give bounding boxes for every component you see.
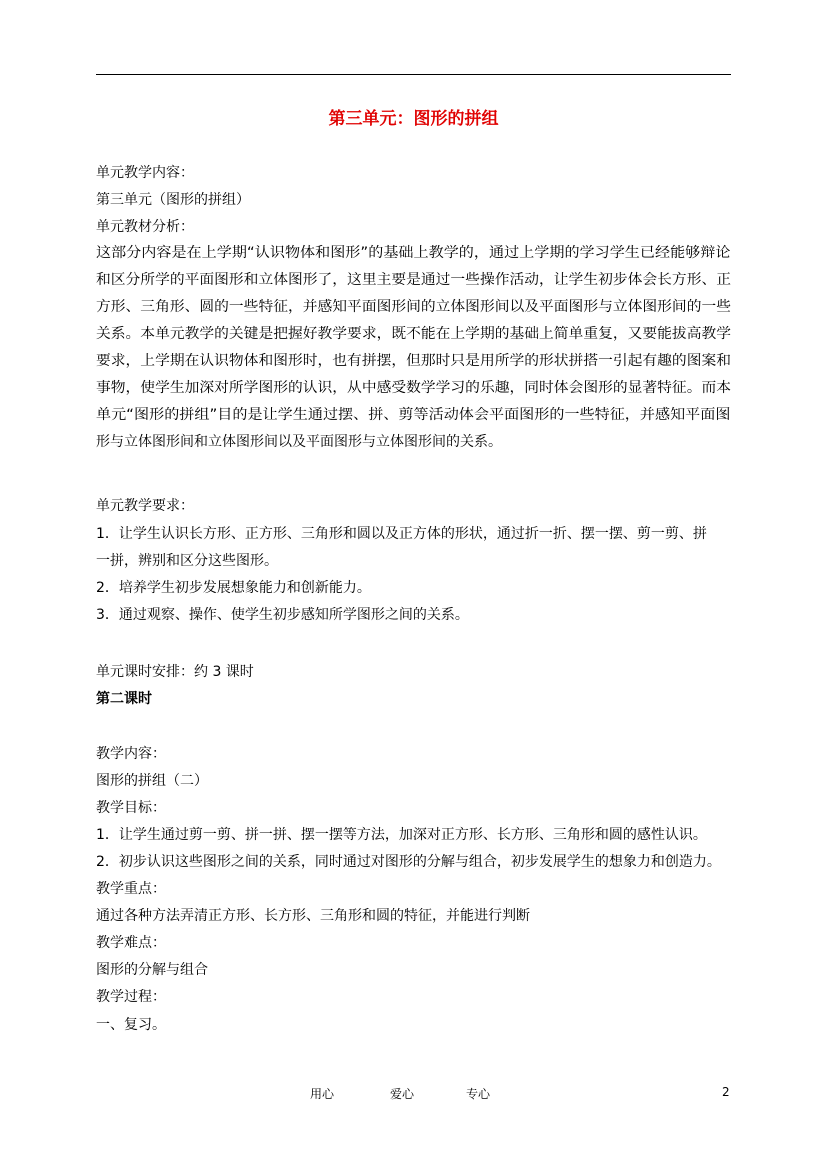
section-heading: 单元教学内容： (96, 165, 194, 181)
lesson-heading: 第二课时 (96, 691, 152, 707)
paragraph-line: 关系。本单元教学的关键是把握好教学要求，既不能在上学期的基础上简单重复，又要能拔高教学 (96, 326, 731, 342)
list-item-continuation: 一拼，辨别和区分这些图形。 (96, 553, 278, 569)
footer-motto: 用心 (310, 1087, 335, 1101)
section-heading: 教学重点： (96, 881, 166, 897)
paragraph-line: 事物，使学生加深对所学图形的认识，从中感受数学学习的乐趣，同时体会图形的显著特征。而本 (96, 380, 731, 396)
paragraph-line: 和区分所学的平面图形和立体图形了，这里主要是通过一些操作活动，让学生初步体会长方形、正 (96, 272, 731, 288)
page-number: 2 (722, 1085, 730, 1099)
footer-motto: 专心 (466, 1087, 491, 1101)
section-heading: 教学目标： (96, 800, 166, 816)
section-heading: 单元教学要求： (96, 498, 194, 514)
header-rule (96, 74, 731, 75)
paragraph-line: 形与立体图形间和立体图形间以及平面图形与立体图形间的关系。 (96, 434, 502, 450)
text-line: 通过各种方法弄清正方形、长方形、三角形和圆的特征，并能进行判断 (96, 908, 530, 924)
paragraph-line: 要求，上学期在认识物体和图形时，也有拼摆，但那时只是用所学的形状拼搭一引起有趣的图案和 (96, 353, 731, 369)
text-line: 一、复习。 (96, 1017, 166, 1033)
text-line: 图形的分解与组合 (96, 962, 208, 978)
page-footer (0, 1085, 827, 1105)
paragraph-line: 这部分内容是在上学期“认识物体和图形”的基础上教学的，通过上学期的学习学生已经能够辩论 (96, 245, 731, 261)
section-heading: 单元教材分析： (96, 219, 194, 235)
footer-motto: 爱心 (390, 1087, 415, 1101)
text-line: 图形的拼组（二） (96, 773, 208, 789)
section-heading: 教学过程： (96, 989, 166, 1005)
paragraph-line: 单元“图形的拼组”目的是让学生通过摆、拼、剪等活动体会平面图形的一些特征，并感知平面图 (96, 407, 731, 423)
paragraph-line: 方形、三角形、圆的一些特征，并感知平面图形间的立体图形间以及平面图形与立体图形间的一些 (96, 299, 731, 315)
list-item: 1．让学生通过剪一剪、拼一拼、摆一摆等方法，加深对正方形、长方形、三角形和圆的感性认识。 (96, 827, 707, 843)
list-item: 2．初步认识这些图形之间的关系，同时通过对图形的分解与组合，初步发展学生的想象力和创造力。 (96, 854, 721, 870)
schedule-line: 单元课时安排：约 3 课时 (96, 664, 254, 680)
list-item: 2．培养学生初步发展想象能力和创新能力。 (96, 580, 371, 596)
document-title: 第三单元：图形的拼组 (328, 109, 499, 129)
section-heading: 教学难点： (96, 935, 166, 951)
list-item: 1．让学生认识长方形、正方形、三角形和圆以及正方体的形状，通过折一折、摆一摆、剪一剪、拼 (96, 526, 707, 542)
text-line: 第三单元（图形的拼组） (96, 192, 250, 208)
section-heading: 教学内容： (96, 746, 166, 762)
list-item: 3．通过观察、操作、使学生初步感知所学图形之间的关系。 (96, 607, 469, 623)
